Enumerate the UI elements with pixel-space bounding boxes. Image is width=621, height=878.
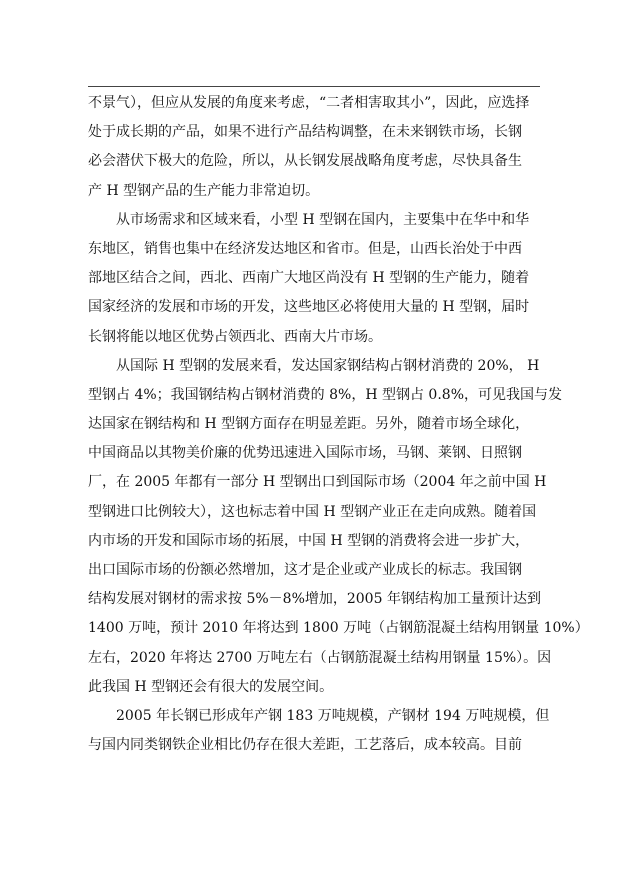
text-line: 处于成长期的产品，如果不进行产品结构调整，在未来钢铁市场，长钢 [88,124,522,141]
text-line: 型钢占 4%；我国钢结构占钢材消费的 8%，H 型钢占 0.8%，可见我国与发 [88,386,562,403]
text-line: 东地区，销售也集中在经济发达地区和省市。但是，山西长治处于中西 [88,240,522,257]
text-line: 必会潜伏下极大的危险，所以，从长钢发展战略角度考虑，尽快具备生 [88,153,522,170]
text-line: 出口国际市场的份额必然增加，这才是企业或产业成长的标志。我国钢 [88,562,522,578]
text-line: 型钢进口比例较大），这也标志着中国 H 型钢产业正在走向成熟。随着国 [88,503,537,520]
text-line: 此我国 H 型钢还会有很大的发展空间。 [88,678,334,695]
text-line: 产 H 型钢产品的生产能力非常迫切。 [88,182,320,199]
document-body [88,89,589,760]
text-line: 部地区结合之间，西北、西南广大地区尚没有 H 型钢的生产能力，随着 [88,270,530,287]
paragraph-first-line: 从国际 H 型钢的发展来看，发达国家钢结构占钢材消费的 20%， H [116,357,540,374]
text-line: 厂，在 2005 年都有一部分 H 型钢出口到国际市场（2004 年之前中国 H [88,474,547,491]
text-line: 不景气），但应从发展的角度来考虑，“二者相害取其小”，因此，应选择 [88,95,530,111]
text-line: 1400 万吨，预计 2010 年将达到 1800 万吨（占钢筋混凝土结构用钢量 10%） [88,620,589,637]
paragraph-first-line: 2005 年长钢已形成年产钢 183 万吨规模，产钢材 194 万吨规模，但 [116,707,550,724]
text-line: 结构发展对钢材的需求按 5%－8%增加，2005 年钢结构加工量预计达到 [88,591,541,608]
text-line: 内市场的开发和国际市场的拓展，中国 H 型钢的消费将会进一步扩大， [88,532,530,549]
text-line: 国家经济的发展和市场的开发，这些地区必将使用大量的 H 型钢，届时 [88,299,530,316]
header-rule [88,86,540,87]
text-line: 达国家在钢结构和 H 型钢方面存在明显差距。另外，随着市场全球化， [88,416,530,433]
paragraph-first-line: 从市场需求和区域来看，小型 H 型钢在国内，主要集中在华中和华 [116,211,530,228]
text-line: 左右，2020 年将达 2700 万吨左右（占钢筋混凝土结构用钢量 15%）。因 [88,649,552,666]
text-line: 与国内同类钢铁企业相比仍存在很大差距，工艺落后，成本较高。目前 [88,737,522,754]
text-line: 中国商品以其物美价廉的优势迅速进入国际市场，马钢、莱钢、日照钢 [88,445,522,462]
text-line: 长钢将能以地区优势占领西北、西南大片市场。 [88,328,382,345]
